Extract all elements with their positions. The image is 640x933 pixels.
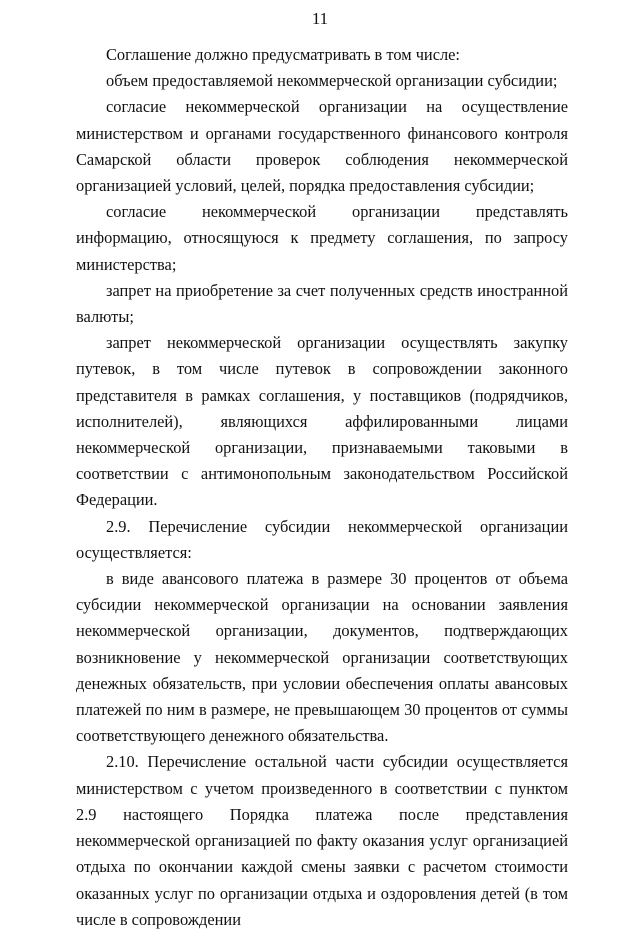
paragraph-advance-payment: в виде авансового платежа в размере 30 процентов от объема субсидии некоммерческой организации на основании заявления некоммерческой организации, документов, подтверждающих возникновение у некоммерческой организации соответствующих денежных обязательств, при условии обеспечения оплаты авансовых платежей по ним в размере, не превышающем 30 процентов от суммы соответствующего денежного обязательства. bbox=[76, 569, 568, 746]
paragraph-purchase-ban: запрет некоммерческой организации осуществлять закупку путевок, в том числе путевок в сопровождении законного представителя в рамках соглашения, у поставщиков (подрядчиков, исполнителей), являющихся аффилированными лицами некоммерческой организации, признаваемыми таковыми в соответствии с антимонопольным законодательством Российской Федерации. bbox=[76, 333, 568, 510]
paragraph-information-consent: согласие некоммерческой организации представлять информацию, относящуюся к предмету соглашения, по запросу министерства; bbox=[76, 202, 568, 274]
paragraph-subsidy-volume: объем предоставляемой некоммерческой организации субсидии; bbox=[106, 71, 558, 91]
document-body bbox=[76, 42, 568, 933]
paragraph-inspection-consent: согласие некоммерческой организации на осуществление министерством и органами государственного финансового контроля Самарской области проверок соблюдения некоммерческой организацией условий, целей, порядка предоставления субсидии; bbox=[76, 97, 568, 196]
paragraph-currency-ban: запрет на приобретение за счет полученных средств иностранной валюты; bbox=[76, 280, 568, 327]
paragraph-section-2-10: 2.10. Перечисление остальной части субсидии осуществляется министерством с учетом произведенного в соответствии с пунктом 2.9 настоящего Порядка платежа после представления некоммерческой организацией по факту оказания услуг организацией отдыха по окончании каждой смены заявки с расчетом стоимости оказанных услуг по организации отдыха и оздоровления детей (в том числе в сопровождении bbox=[76, 752, 568, 929]
paragraph-section-2-9: 2.9. Перечисление субсидии некоммерческой организации осуществляется: bbox=[76, 516, 568, 562]
page-number: 11 bbox=[311, 9, 329, 28]
paragraph-intro: Соглашение должно предусматривать в том числе: bbox=[106, 45, 460, 64]
